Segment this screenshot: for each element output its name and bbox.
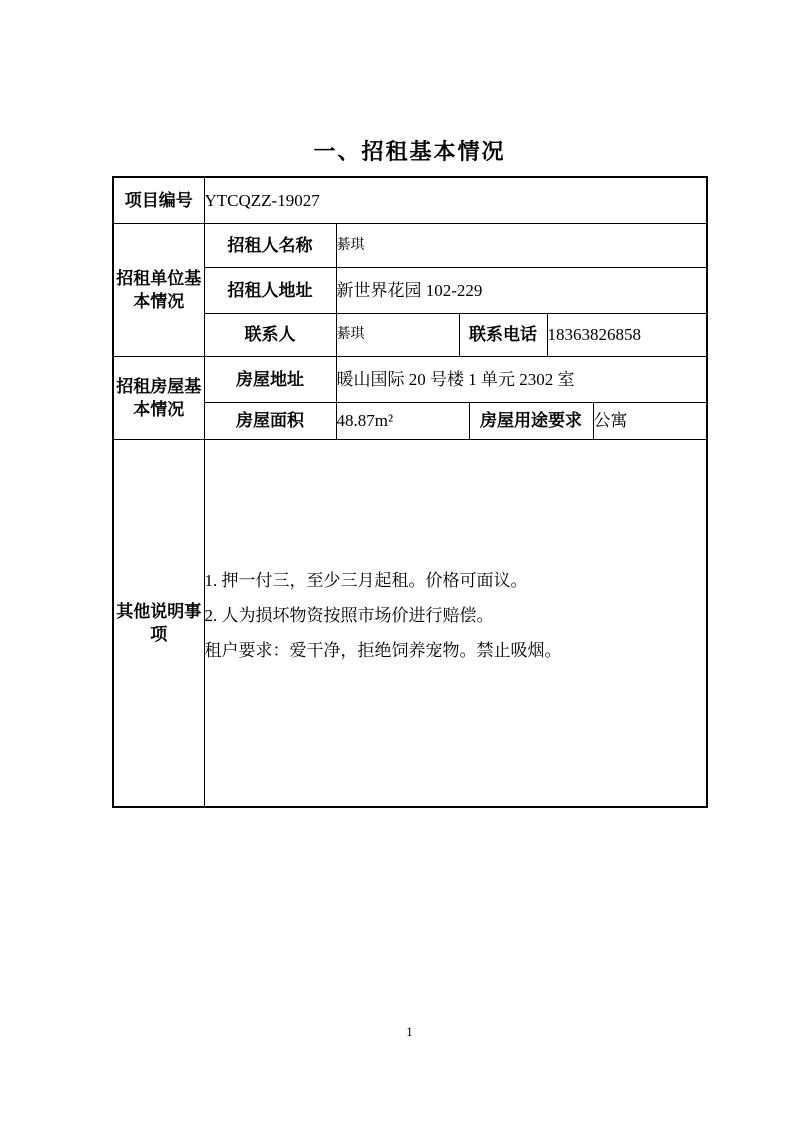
- project-number-value: YTCQZZ-19027: [204, 177, 707, 223]
- contact-phone-label: 联系电话: [459, 313, 547, 356]
- note-line-3: 租户要求：爱干净，拒绝饲养宠物。禁止吸烟。: [204, 641, 562, 661]
- landlord-address-value: 新世界花园 102-229: [336, 267, 707, 313]
- notes-cell: [204, 439, 707, 807]
- house-area-value: 48.87m²: [336, 402, 469, 439]
- house-area-label: 房屋面积: [204, 402, 336, 439]
- project-number-label: 项目编号: [113, 177, 204, 223]
- landlord-name-label: 招租人名称: [204, 223, 336, 267]
- landlord-address-label: 招租人地址: [204, 267, 336, 313]
- rental-info-table: [112, 176, 708, 808]
- house-section-label: 招租房屋基本情况: [113, 356, 204, 439]
- contact-person-label: 联系人: [204, 313, 336, 356]
- contact-person-value: 綦琪: [336, 313, 459, 356]
- landlord-section-label: 招租单位基本情况: [113, 223, 204, 356]
- table-row: [113, 439, 707, 807]
- contact-phone-value: 18363826858: [547, 313, 707, 356]
- house-use-label: 房屋用途要求: [469, 402, 593, 439]
- house-use-value: 公寓: [593, 402, 707, 439]
- table-row: [113, 356, 707, 402]
- table-row: [113, 223, 707, 267]
- house-address-label: 房屋地址: [204, 356, 336, 402]
- note-line-2: 2. 人为损坏物资按照市场价进行赔偿。: [204, 606, 494, 626]
- landlord-name-value: 綦琪: [336, 223, 707, 267]
- page-title: 一、招租基本情况: [313, 139, 506, 164]
- page-number: 1: [406, 1024, 413, 1039]
- note-line-1: 1. 押一付三，至少三月起租。价格可面议。: [204, 571, 528, 591]
- house-address-value: 暖山国际 20 号楼 1 单元 2302 室: [336, 356, 707, 402]
- notes-section-label: 其他说明事项: [113, 439, 204, 807]
- table-row: [113, 177, 707, 223]
